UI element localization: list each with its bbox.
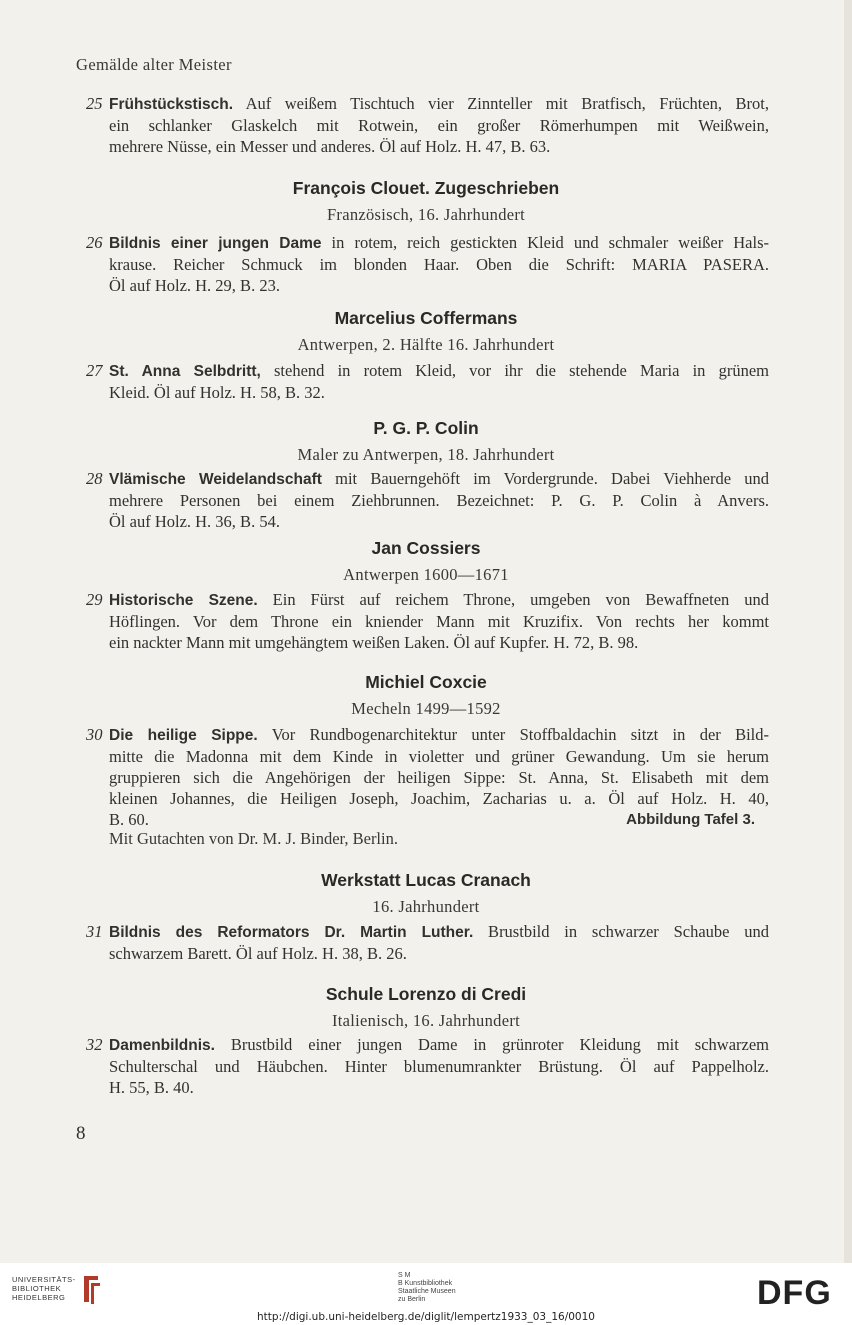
entry-line: Öl auf Holz. H. 36, B. 54. bbox=[109, 512, 280, 531]
entry-number: 28 bbox=[86, 469, 103, 488]
museum-stamp bbox=[398, 1272, 456, 1304]
entry-title: St. Anna Selbdritt, bbox=[109, 363, 261, 380]
entry-line bbox=[109, 93, 769, 115]
artist-heading: Michiel Coxcie bbox=[365, 672, 487, 692]
entry-line bbox=[109, 232, 769, 254]
entry-line: Kleid. Öl auf Holz. H. 58, B. 32. bbox=[109, 383, 325, 402]
artist-origin: Antwerpen 1600—1671 bbox=[343, 565, 509, 584]
artist-origin: Mecheln 1499—1592 bbox=[351, 699, 501, 718]
entry-line: mehrere Nüsse, ein Messer und anderes. Öl auf Holz. H. 47, B. 63. bbox=[109, 137, 551, 156]
artist-origin: Italienisch, 16. Jahrhundert bbox=[331, 1011, 520, 1030]
artist-origin: Maler zu Antwerpen, 18. Jahrhundert bbox=[297, 445, 555, 464]
entry-line: ein schlanker Glaskelch mit Rotwein, ein großer Römerhumpen mit Weißwein, bbox=[109, 116, 769, 135]
entry-text: Auf weißem Tischtuch vier Zinnteller mit Bratfisch, Früchten, Brot, bbox=[233, 94, 769, 113]
artist-heading: Jan Cossiers bbox=[371, 538, 481, 558]
dfg-logo[interactable]: DFG bbox=[757, 1274, 832, 1312]
entry-line bbox=[109, 1034, 769, 1056]
stamp-line: S M bbox=[398, 1272, 411, 1279]
university-library-logo[interactable] bbox=[12, 1275, 76, 1302]
entry-title: Damenbildnis. bbox=[109, 1037, 215, 1054]
entry-line bbox=[109, 360, 769, 382]
entry-line bbox=[109, 724, 769, 746]
stamp-line: B Kunstbibliothek bbox=[398, 1280, 453, 1287]
entry-text: Ein Fürst auf reichem Throne, umgeben von Bewaffneten und bbox=[257, 590, 769, 609]
entry-number: 32 bbox=[86, 1035, 103, 1054]
entry-text: stehend in rotem Kleid, vor ihr die stehende Maria in grünem bbox=[260, 361, 769, 380]
entry-text: Brustbild einer jungen Dame in grünroter Kleidung mit schwarzem bbox=[214, 1035, 769, 1054]
running-head: Gemälde alter Meister bbox=[76, 55, 232, 74]
entry-line bbox=[109, 589, 769, 611]
logo-text-line: HEIDELBERG bbox=[12, 1293, 66, 1302]
entry-line: Höflingen. Vor dem Throne ein kniender Mann mit Kruzifix. Von rechts her kommt bbox=[109, 612, 769, 631]
entry-line bbox=[109, 468, 769, 490]
entry-line bbox=[109, 809, 769, 830]
artist-origin: Antwerpen, 2. Hälfte 16. Jahrhundert bbox=[297, 335, 555, 354]
permalink-url[interactable]: http://digi.ub.uni-heidelberg.de/diglit/lempertz1933_03_16/0010 bbox=[257, 1311, 595, 1323]
logo-text-line: BIBLIOTHEK bbox=[12, 1284, 62, 1293]
expert-opinion-note: Mit Gutachten von Dr. M. J. Binder, Berlin. bbox=[109, 829, 398, 848]
entry-line: krause. Reicher Schmuck im blonden Haar. Oben die Schrift: MARIA PASERA. bbox=[109, 255, 769, 274]
artist-heading: Werkstatt Lucas Cranach bbox=[321, 870, 531, 890]
artist-heading: Schule Lorenzo di Credi bbox=[325, 984, 527, 1004]
entry-title: Vlämische Weidelandschaft bbox=[109, 471, 322, 488]
entry-line: Öl auf Holz. H. 29, B. 23. bbox=[109, 276, 280, 295]
page-number: 8 bbox=[76, 1123, 86, 1144]
entry-text: Vor Rundbogenarchitektur unter Stoffbaldachin sitzt in der Bild- bbox=[257, 725, 769, 744]
artist-heading: Marcelius Coffermans bbox=[334, 308, 518, 328]
entry-line: gruppieren sich die Angehörigen der heiligen Sippe: St. Anna, St. Elisabeth mit dem bbox=[109, 768, 769, 787]
entry-line bbox=[109, 921, 769, 943]
artist-heading: François Clouet. Zugeschrieben bbox=[292, 178, 560, 198]
entry-line: ein nackter Mann mit umgehängtem weißen Laken. Öl auf Kupfer. H. 72, B. 98. bbox=[109, 633, 639, 652]
entry-text: mit Bauerngehöft im Vordergrunde. Dabei Viehherde und bbox=[321, 469, 769, 488]
stamp-line: Staatliche Museen bbox=[398, 1288, 456, 1295]
logo-text-line: UNIVERSITÄTS- bbox=[12, 1275, 76, 1284]
entry-text: B. 60. bbox=[109, 810, 149, 829]
entry-title: Frühstückstisch. bbox=[109, 96, 234, 113]
stamp-line: zu Berlin bbox=[398, 1296, 426, 1303]
entry-number: 27 bbox=[86, 361, 103, 380]
entry-title: Die heilige Sippe. bbox=[109, 727, 258, 744]
entry-text: Brustbild in schwarzer Schaube und bbox=[473, 922, 770, 941]
entry-line: H. 55, B. 40. bbox=[109, 1078, 194, 1097]
artist-origin: Französisch, 16. Jahrhundert bbox=[326, 205, 526, 224]
entry-line: mitte die Madonna mit dem Kinde in violetter und grüner Gewandung. Um sie herum bbox=[109, 747, 769, 766]
entry-line: schwarzem Barett. Öl auf Holz. H. 38, B. 26. bbox=[109, 944, 407, 963]
entry-line: kleinen Johannes, die Heiligen Joseph, Joachim, Zacharias u. a. Öl auf Holz. H. 40, bbox=[109, 789, 769, 808]
artist-heading: P. G. P. Colin bbox=[373, 418, 479, 438]
entry-line: Schulterschal und Häubchen. Hinter blumenumrankter Brüstung. Öl auf Pappelholz. bbox=[109, 1057, 769, 1076]
artist-origin: 16. Jahrhundert bbox=[372, 897, 480, 916]
entry-title: Bildnis des Reformators Dr. Martin Luther. bbox=[109, 924, 474, 941]
entry-title: Bildnis einer jungen Dame bbox=[109, 235, 322, 252]
entry-number: 26 bbox=[86, 233, 103, 252]
entry-line: mehrere Personen bei einem Ziehbrunnen. Bezeichnet: P. G. P. Colin à Anvers. bbox=[109, 491, 769, 510]
entry-number: 29 bbox=[86, 590, 103, 609]
entry-number: 30 bbox=[86, 725, 103, 744]
entry-number: 25 bbox=[86, 94, 103, 113]
entry-title: Historische Szene. bbox=[109, 592, 258, 609]
entry-text: in rotem, reich gestickten Kleid und schmaler weißer Hals- bbox=[321, 233, 769, 252]
entry-number: 31 bbox=[86, 922, 103, 941]
plate-reference: Abbildung Tafel 3. bbox=[626, 811, 755, 828]
library-emblem-icon bbox=[80, 1272, 102, 1306]
